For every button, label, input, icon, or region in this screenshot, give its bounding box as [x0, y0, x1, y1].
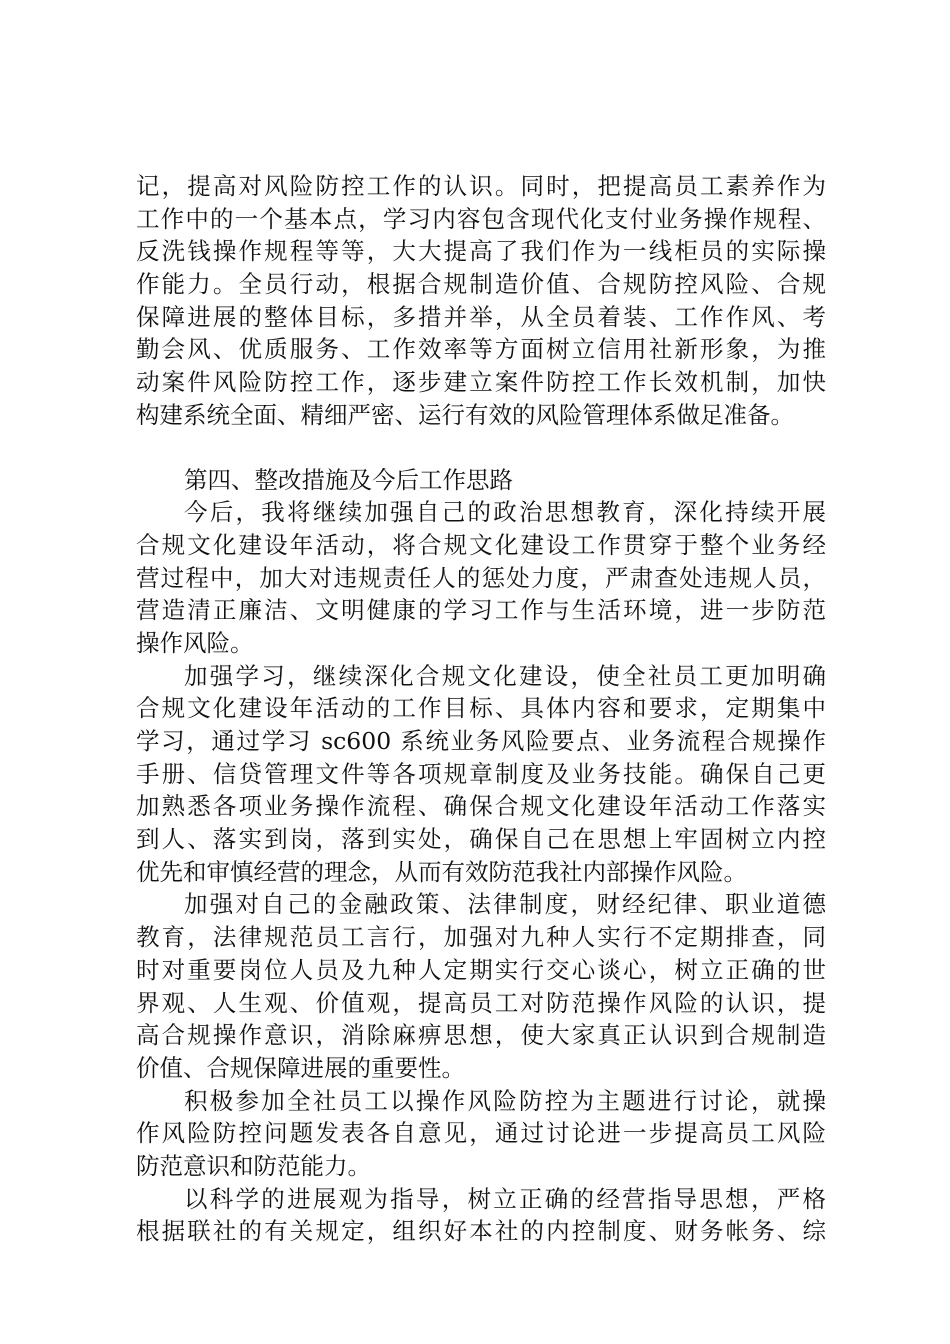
- text-line: 防范意识和防范能力。: [136, 1151, 371, 1180]
- paragraph-study: [136, 660, 826, 889]
- paragraph-guidance: [136, 1183, 826, 1248]
- text-line: 价值、合规保障进展的重要性。: [136, 1053, 465, 1082]
- document-body: [136, 170, 826, 1248]
- paragraph-gap: [136, 432, 826, 464]
- text-line: 加强学习，继续深化合规文化建设，使全社员工更加明确: [184, 661, 826, 690]
- text-line: 高合规操作意识，消除麻痹思想，使大家真正认识到合规制造: [136, 1021, 826, 1050]
- text-line: 以科学的进展观为指导，树立正确的经营指导思想，严格: [184, 1184, 826, 1213]
- text-line: 操作风险。: [136, 628, 254, 657]
- text-line: 学习，通过学习 sc600 系统业务风险要点、业务流程合规操作: [136, 727, 826, 755]
- text-line: 作能力。全员行动，根据合规制造价值、合规防控风险、合规: [136, 270, 826, 299]
- text-line: 动案件风险防控工作，逐步建立案件防控工作长效机制，加快: [136, 368, 826, 397]
- paragraph-discussion: [136, 1085, 826, 1183]
- text-line: 营造清正廉洁、文明健康的学习工作与生活环境，进一步防范: [136, 596, 826, 625]
- text-line: 界观、人生观、价值观，提高员工对防范操作风险的认识，提: [136, 988, 826, 1017]
- text-line: 合规文化建设年活动，将合规文化建设工作贯穿于整个业务经: [136, 530, 826, 559]
- text-line: 勤会风、优质服务、工作效率等方面树立信用社新形象，为推: [136, 335, 826, 364]
- text-line: 构建系统全面、精细严密、运行有效的风险管理体系做足准备。: [136, 400, 794, 429]
- text-line: 反洗钱操作规程等等，大大提高了我们作为一线柜员的实际操: [136, 237, 826, 266]
- text-line: 加熟悉各项业务操作流程、确保合规文化建设年活动工作落实: [136, 792, 826, 821]
- text-line: 时对重要岗位人员及九种人定期实行交心谈心，树立正确的世: [136, 955, 826, 984]
- text-line: 教育，法律规范员工言行，加强对九种人实行不定期排查，同: [136, 923, 826, 952]
- text-line: 合规文化建设年活动的工作目标、具体内容和要求，定期集中: [136, 694, 826, 723]
- text-line: 今后，我将继续加强自己的政治思想教育，深化持续开展: [184, 498, 826, 527]
- paragraph-continuation: [136, 170, 826, 432]
- text-line: 积极参加全社员工以操作风险防控为主题进行讨论，就操: [184, 1086, 826, 1115]
- text-line: 保障进展的整体目标，多措并举，从全员着装、工作作风、考: [136, 302, 826, 331]
- text-line: 根据联社的有关规定，组织好本社的内控制度、财务帐务、综: [136, 1217, 826, 1246]
- text-line: 加强对自己的金融政策、法律制度，财经纪律、职业道德: [184, 890, 826, 919]
- text-line: 工作中的一个基本点，学习内容包含现代化支付业务操作规程、: [136, 204, 826, 233]
- text-line: 记，提高对风险防控工作的认识。同时，把提高员工素养作为: [136, 172, 826, 200]
- text-line: 到人、落实到岗，落到实处，确保自己在思想上牢固树立内控: [136, 825, 826, 854]
- text-line: 营过程中，加大对违规责任人的惩处力度，严肃查处违规人员，: [136, 563, 826, 592]
- paragraph-education: [136, 888, 826, 1084]
- paragraph-future-work: [136, 496, 826, 659]
- text-line: 优先和审慎经营的理念，从而有效防范我社内部操作风险。: [136, 857, 747, 886]
- section-heading: 第四、整改措施及今后工作思路: [184, 465, 513, 494]
- text-line: 作风险防控问题发表各自意见，通过讨论进一步提高员工风险: [136, 1119, 826, 1148]
- text-line: 手册、信贷管理文件等各项规章制度及业务技能。确保自己更: [136, 759, 826, 788]
